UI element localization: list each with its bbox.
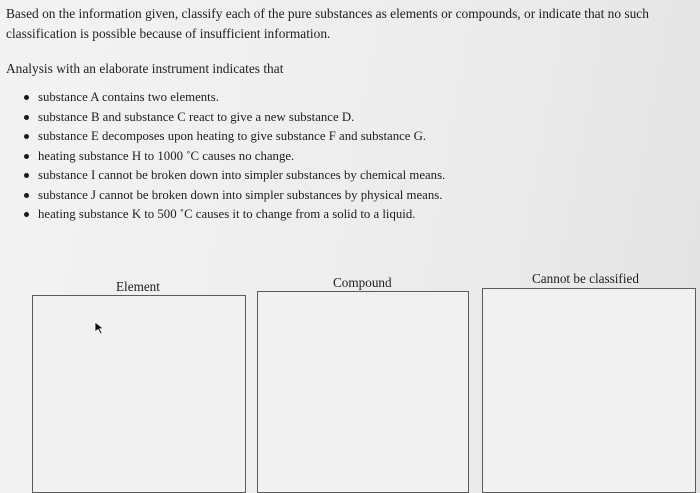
question-prompt: Based on the information given, classify each of the pure substances as elements or compounds, or indicate that no such classification is possible because of insufficient information. bbox=[6, 6, 649, 41]
compound-bin-label: Compound bbox=[333, 275, 392, 290]
bullet-icon bbox=[24, 154, 29, 159]
statement-item-h[interactable] bbox=[20, 147, 445, 167]
statement-text: substance I cannot be broken down into simpler substances by chemical means. bbox=[38, 168, 446, 182]
element-drop-zone[interactable] bbox=[32, 295, 246, 493]
statement-item-a[interactable] bbox=[20, 88, 445, 108]
bullet-icon bbox=[24, 212, 29, 217]
statement-text: substance J cannot be broken down into simpler substances by physical means. bbox=[38, 187, 443, 202]
statement-text: substance B and substance C react to give a new substance D. bbox=[38, 109, 355, 124]
cannot-classify-bin-label: Cannot be classified bbox=[532, 271, 639, 286]
statement-text: substance E decomposes upon heating to give substance F and substance G. bbox=[38, 129, 427, 143]
statement-item-k[interactable] bbox=[20, 205, 445, 225]
statement-text: heating substance H to 1000 ˚C causes no change. bbox=[38, 148, 295, 163]
statement-item-b-c[interactable] bbox=[20, 108, 445, 128]
statement-text: heating substance K to 500 ˚C causes it to change from a solid to a liquid. bbox=[38, 207, 416, 221]
bullet-icon bbox=[24, 134, 29, 139]
bullet-icon bbox=[24, 193, 29, 198]
compound-drop-zone[interactable] bbox=[257, 291, 469, 493]
bullet-icon bbox=[24, 115, 29, 120]
statement-item-i[interactable] bbox=[20, 166, 445, 186]
statement-list bbox=[20, 88, 445, 225]
mouse-pointer-icon bbox=[94, 321, 106, 335]
statement-item-e[interactable] bbox=[20, 127, 445, 147]
bullet-icon bbox=[24, 173, 29, 178]
statement-item-j[interactable] bbox=[20, 186, 445, 206]
statement-text: substance A contains two elements. bbox=[38, 90, 219, 104]
cannot-classify-drop-zone[interactable] bbox=[482, 288, 696, 493]
element-bin-label: Element bbox=[116, 279, 160, 294]
analysis-intro: Analysis with an elaborate instrument indicates that bbox=[6, 61, 284, 76]
bullet-icon bbox=[24, 95, 29, 100]
